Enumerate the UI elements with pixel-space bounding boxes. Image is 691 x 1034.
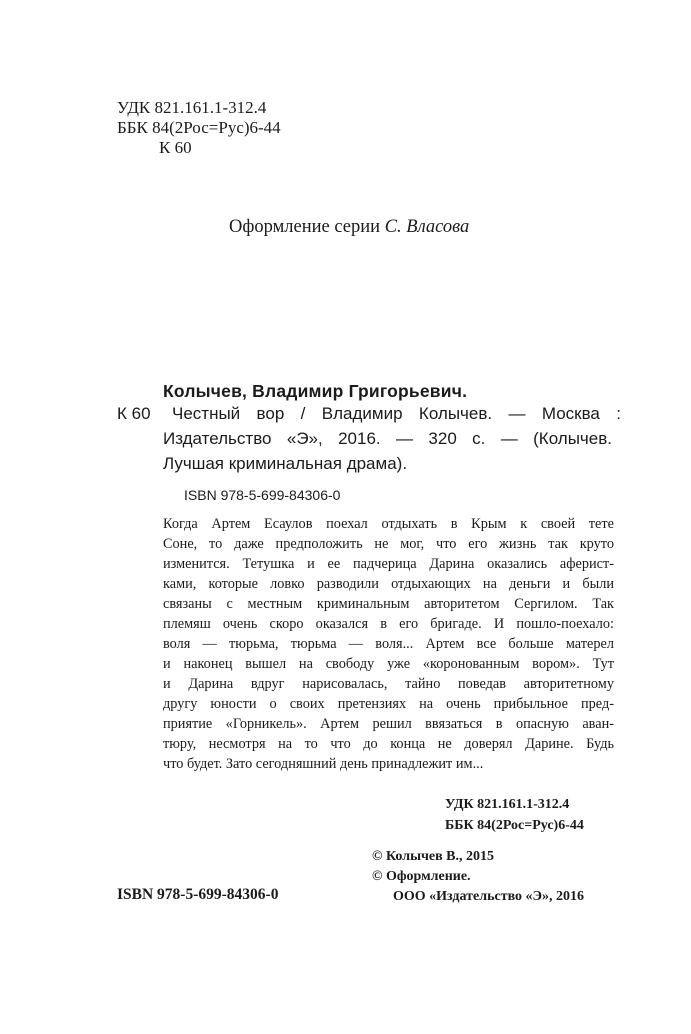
- series-design-label: Оформление серии: [229, 217, 381, 237]
- description-line: Лучшая криминальная драма).: [163, 454, 408, 473]
- copyright-design: © Оформление.: [372, 869, 471, 884]
- udk-code: УДК 821.161.1-312.4: [117, 98, 267, 117]
- copyright-author: © Колычев В., 2015: [372, 849, 495, 864]
- author-heading: Колычев, Владимир Григорьевич.: [163, 381, 468, 401]
- annotation-line: тюру, несмотря на то что до конца не доверял Дарине. Будь: [163, 736, 614, 752]
- annotation-line: и Дарина вдруг нарисовалась, тайно поведав авторитетному: [163, 676, 614, 692]
- footer-udk: УДК 821.161.1-312.4: [445, 797, 570, 812]
- annotation-line: и наконец вышел на свободу уже «коронованным вором». Тут: [163, 656, 614, 672]
- description-line: Честный вор / Владимир Колычев. — Москва :: [172, 404, 621, 423]
- record-isbn: ISBN 978-5-699-84306-0: [184, 487, 341, 503]
- annotation-line: ками, которые ловко разводили отдыхающих на деньги и были: [163, 576, 614, 592]
- footer-bbk: ББК 84(2Рос=Рус)6-44: [445, 818, 584, 833]
- annotation-line: связаны с местным криминальным авторитетом Сергилом. Так: [163, 596, 614, 612]
- bbk-code: ББК 84(2Рос=Рус)6-44: [117, 118, 281, 137]
- annotation-line: воля — тюрьма, тюрьма — воля... Артем все больше матерел: [163, 636, 614, 652]
- publisher-copyright: ООО «Издательство «Э», 2016: [393, 889, 585, 904]
- annotation-line: другу юности о своих претензиях на очень прибыльное пред-: [163, 696, 614, 712]
- annotation-line: приятие «Горникель». Артем решил ввязаться в опасную аван-: [163, 716, 614, 732]
- annotation-line: Когда Артем Есаулов поехал отдыхать в Крым к своей тете: [163, 516, 614, 532]
- author-mark: К 60: [159, 138, 192, 157]
- annotation-line: Соне, то даже предположить не мог, что его жизнь так круто: [163, 536, 614, 552]
- annotation-line: что будет. Зато сегодняшний день принадлежит им...: [163, 756, 484, 772]
- footer-isbn: ISBN 978-5-699-84306-0: [117, 886, 279, 903]
- series-design-line: [229, 217, 469, 238]
- annotation-line: племяш очень скоро оказался в его бригаде. И пошло-поехало:: [163, 616, 614, 632]
- series-designer-name: С. Власова: [384, 217, 470, 237]
- annotation-line: изменится. Тетушка и ее падчерица Дарина оказались аферист-: [163, 556, 614, 572]
- record-code: К 60: [117, 404, 151, 423]
- description-line: Издательство «Э», 2016. — 320 с. — (Колычев.: [163, 429, 612, 448]
